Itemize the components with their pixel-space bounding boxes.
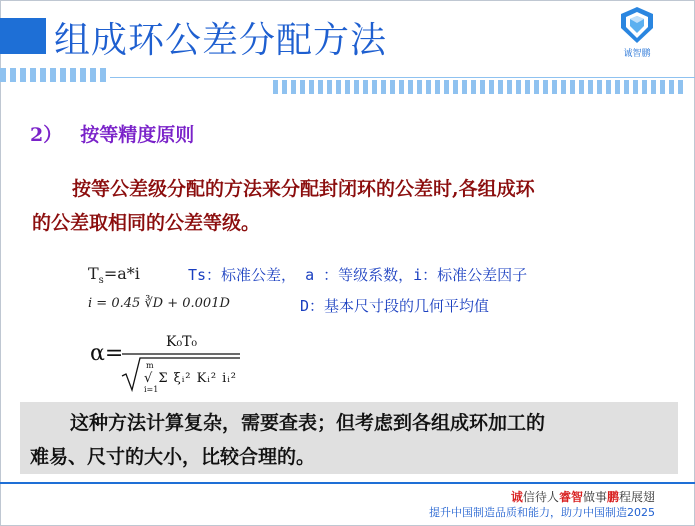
- summary-line-2: 难易、尺寸的大小，比较合理的。: [30, 446, 316, 468]
- decor-stripes-right: [273, 80, 685, 94]
- alpha-symbol: α=: [90, 341, 124, 366]
- section-title: 按等精度原则: [80, 124, 195, 146]
- decor-line: [110, 77, 695, 78]
- summary-text: [30, 406, 670, 474]
- alpha-numerator: K₀T₀: [166, 334, 198, 350]
- sum-top: m: [146, 361, 154, 370]
- company-logo: [610, 6, 664, 66]
- section-number: 2）: [30, 124, 63, 146]
- footer-slogan: 诚信待人睿智做事鹏程展翅: [510, 490, 655, 504]
- formula-i-note: D：基本尺寸段的几何平均值: [300, 297, 490, 315]
- body-paragraph: [32, 172, 672, 240]
- slide-title: 组成环公差分配方法: [54, 20, 388, 61]
- shield-logo-icon: [620, 6, 654, 44]
- summary-line-1: 这种方法计算复杂，需要查表；但考虑到各组成环加工的: [70, 412, 546, 434]
- footer-mission: 提升中国制造品质和能力，助力中国制造2025: [429, 506, 655, 519]
- section-heading: [30, 120, 194, 147]
- decor-stripes-left: [0, 68, 110, 82]
- alpha-denominator: √ Σ ξᵢ² Kᵢ² iᵢ²: [144, 371, 236, 386]
- title-accent-block: [0, 18, 46, 54]
- paragraph-line-1: 按等公差级分配的方法来分配封闭环的公差时,各组成环: [72, 178, 535, 200]
- logo-text: 诚智鹏: [623, 49, 651, 59]
- formula-ts-note: Ts：标准公差， a ：等级系数，i：标准公差因子: [188, 266, 528, 284]
- formula-i: i = 0.45 ∛D + 0.001D: [88, 296, 230, 311]
- formula-ts: $T_s=a*i$: [88, 264, 140, 287]
- formula-alpha: [88, 330, 248, 394]
- paragraph-line-2: 的公差取相同的公差等级。: [32, 212, 261, 234]
- sum-bottom: i=1: [144, 385, 159, 394]
- footer-divider: [0, 482, 695, 484]
